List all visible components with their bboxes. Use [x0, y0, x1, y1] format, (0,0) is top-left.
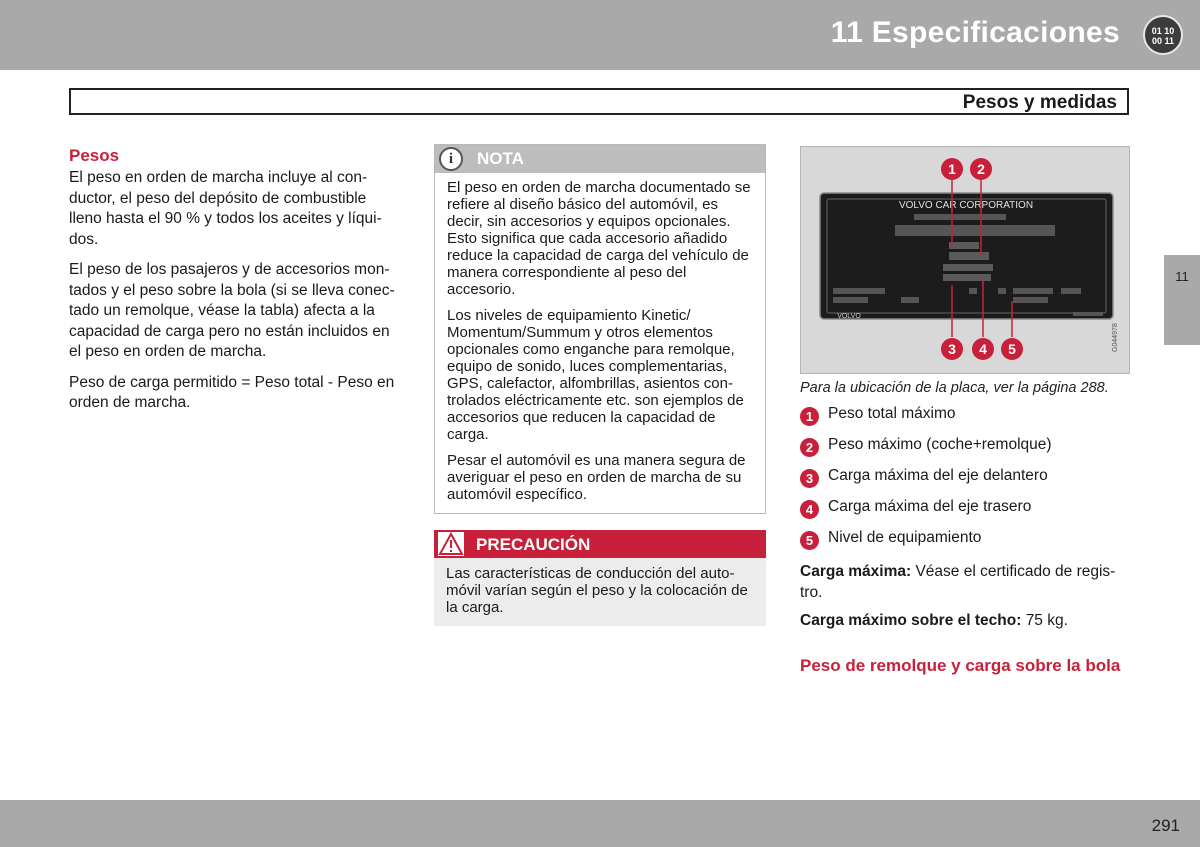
legend-number-icon: 1: [800, 407, 819, 426]
callout-3: [941, 338, 963, 360]
roof-load-label: Carga máximo sobre el techo:: [800, 612, 1022, 629]
type-plate-illustration: [801, 147, 1129, 373]
callout-1: [941, 158, 963, 180]
callout-number: 2: [977, 161, 985, 177]
legend-text: Peso total máximo: [828, 405, 956, 422]
legend-item: [800, 529, 1135, 560]
note-body: [435, 173, 765, 503]
section-title: Pesos y medidas: [962, 92, 1117, 113]
plate-heading: VOLVO CAR CORPORATION: [898, 200, 1034, 211]
legend-item: [800, 436, 1135, 467]
plate-legend: [800, 405, 1135, 560]
chapter-header-bar: [0, 0, 1200, 70]
callout-4: [972, 338, 994, 360]
caution-text: Las características de conducción del auto-móvil varían según el peso y la colocación de la carga.: [446, 565, 748, 616]
callout-number: 3: [948, 341, 956, 357]
callout-number: 1: [948, 161, 956, 177]
caution-body: [434, 558, 766, 616]
info-icon: i: [439, 147, 463, 171]
warning-triangle-icon: [438, 532, 464, 556]
chapter-side-tab: [1164, 255, 1200, 345]
note-paragraph: Pesar el automóvil es una manera segura de averiguar el peso en orden de marcha de su automóvil específico.: [447, 452, 746, 503]
side-tab-label: 11: [1175, 269, 1189, 284]
legend-number-icon: 5: [800, 531, 819, 550]
plate-logo: VOLVO: [837, 313, 861, 320]
weights-paragraph: El peso de los pasajeros y de accesorios mon-tados y el peso sobre la bola (si se lleva conec-tado un remolque, véase la tabla) afecta a la capacidad de carga pero no están incluidos en el peso en orden de marcha.: [69, 261, 395, 360]
note-label: NOTA: [477, 149, 524, 168]
legend-item: [800, 405, 1135, 436]
type-plate-figure: [800, 146, 1130, 374]
note-header: [435, 145, 765, 173]
note-paragraph: Los niveles de equipamiento Kinetic/ Momentum/Summum y otros elementos opcionales como enganche para remolque, equipo de sonido, luces complementarias, GPS, calefactor, alfombrillas, asientos con-trolados eléctricamente etc. son ejemplos de accesorios que reducen la capacidad de carga.: [447, 307, 744, 443]
chapter-title: 11 Especificaciones: [830, 16, 1120, 49]
weights-section: [69, 146, 403, 424]
figure-code: G044978: [1112, 323, 1119, 352]
caution-label: PRECAUCIÓN: [476, 535, 591, 554]
max-load-label: Carga máxima:: [800, 563, 912, 580]
note-paragraph: El peso en orden de marcha documentado se refiere al diseño básico del automóvil, es decir, sin accesorios y equipos opcionales. Esto significa que cada accesorio añadido reduce la capacidad de carga del vehículo de manera correspondiente al peso del accesorio.: [447, 179, 751, 298]
callout-2: [970, 158, 992, 180]
page-number: 291: [1151, 816, 1180, 835]
weights-heading: Pesos: [69, 146, 120, 165]
max-load-value: Véase el certificado de regis-tro.: [800, 563, 1116, 601]
note-box: [434, 144, 766, 514]
weights-paragraph: El peso en orden de marcha incluye al con-ductor, el peso del depósito de combustible lleno hasta el 90 % y todos los aceites y líqui-dos.: [69, 169, 382, 248]
callout-5: [1001, 338, 1023, 360]
chapter-badge-line: 01 10: [1151, 26, 1175, 36]
weights-paragraph: Peso de carga permitido = Peso total - Peso en orden de marcha.: [69, 373, 395, 411]
section-header: [69, 88, 1129, 115]
legend-text: Peso máximo (coche+remolque): [828, 436, 1052, 453]
max-load-spec: [800, 562, 1135, 603]
legend-text: Nivel de equipamiento: [828, 529, 982, 546]
roof-load-spec: [800, 611, 1135, 632]
figure-caption: Para la ubicación de la placa, ver la página 288.: [800, 380, 1109, 396]
legend-item: [800, 467, 1135, 498]
caution-box: [434, 530, 766, 626]
legend-number-icon: 2: [800, 438, 819, 457]
load-specs: [800, 562, 1135, 640]
legend-number-icon: 3: [800, 469, 819, 488]
legend-number-icon: 4: [800, 500, 819, 519]
callout-number: 4: [979, 341, 987, 357]
legend-text: Carga máxima del eje trasero: [828, 498, 1032, 515]
trailer-heading: Peso de remolque y carga sobre la bola: [800, 656, 1121, 675]
roof-load-value: 75 kg.: [1025, 612, 1068, 629]
chapter-badge-icon: [1143, 15, 1183, 55]
legend-item: [800, 498, 1135, 529]
chapter-badge-line: 00 11: [1151, 36, 1175, 46]
page-footer-bar: [0, 800, 1200, 847]
legend-text: Carga máxima del eje delantero: [828, 467, 1048, 484]
callout-number: 5: [1008, 341, 1016, 357]
caution-header: [434, 530, 766, 558]
